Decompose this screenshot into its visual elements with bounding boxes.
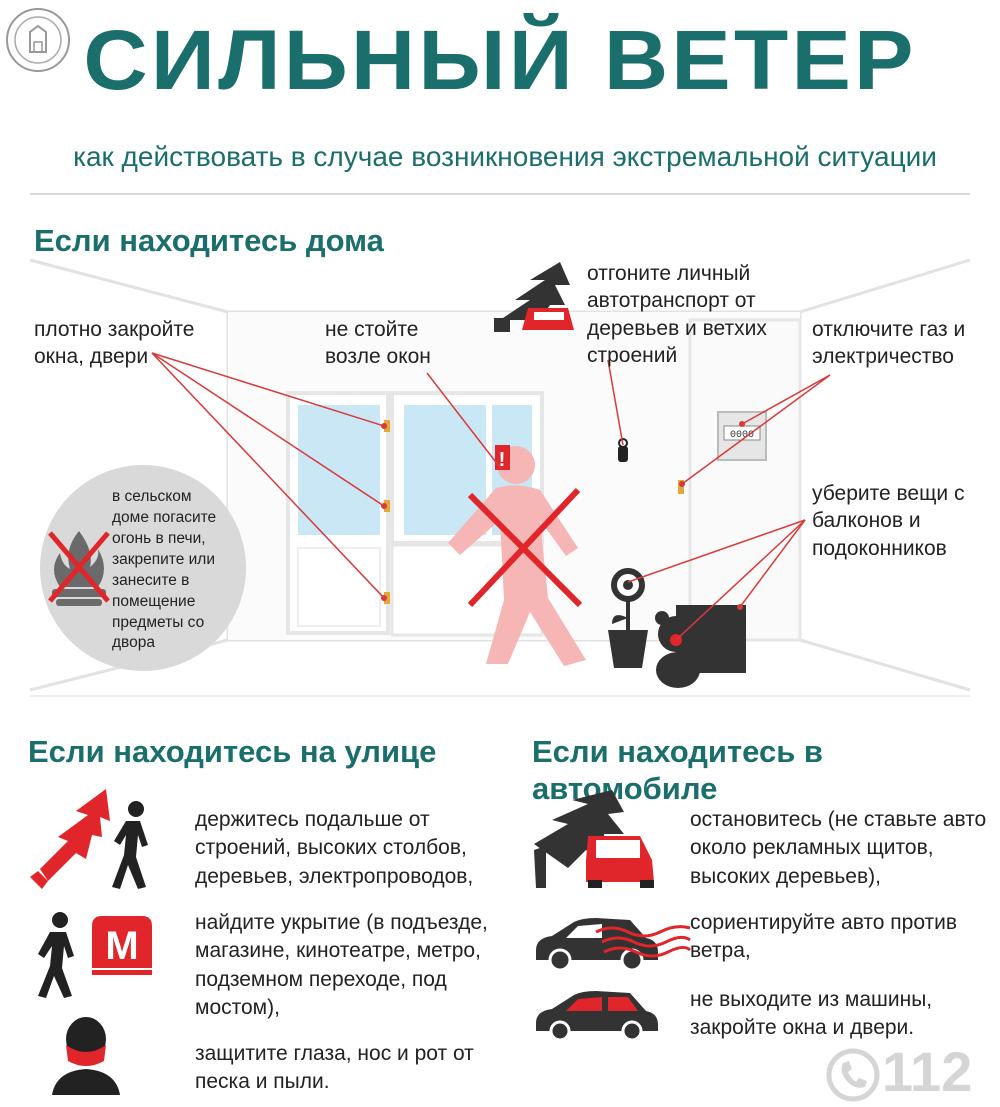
svg-text:М: М — [105, 924, 139, 968]
divider — [30, 193, 970, 195]
gas-label: отключите газ и электричество — [812, 318, 966, 369]
move-car-label: отгоните личный автотранспорт от деревьев и ветхих строений — [587, 262, 767, 367]
svg-text:!: ! — [498, 449, 506, 471]
village-note: в сельском доме погасите огонь в печи, закрепите или занесите в помещение предметы со двора — [40, 465, 246, 671]
car-icon — [586, 836, 654, 888]
fire-icon — [46, 525, 112, 609]
street-item-2: найдите укрытие (в подъезде, магазине, кинотеатре, метро, подземном переходе, под мостом), — [195, 911, 488, 1020]
pedestrian-icon — [38, 912, 74, 998]
no-windows-label: не стойте возле окон — [325, 318, 431, 369]
tree-car-icon — [494, 262, 574, 332]
shelter-icon — [30, 910, 160, 998]
face-mask-icon — [46, 1015, 126, 1095]
floor-line — [30, 695, 970, 697]
home-section-title: Если находитесь дома — [34, 223, 384, 258]
car-section-title: Если находитесь в автомобиле — [532, 734, 823, 807]
close-windows-label: плотно закройте окна, двери — [34, 318, 195, 369]
tree-icon — [30, 789, 110, 889]
car-item-1: остановитесь (не ставьте авто около рекламных щитов, высоких деревьев), — [690, 808, 987, 888]
logo-112: 112 — [826, 1044, 986, 1104]
car-closed-icon — [532, 985, 662, 1041]
pedestrian-icon — [112, 801, 148, 889]
car-item-3: не выходите из машины, закройте окна и двери. — [690, 988, 933, 1040]
street-item-1: держитесь подальше от строений, высоких столбов, деревьев, электропроводов, — [195, 808, 474, 888]
phone-icon — [826, 1048, 880, 1102]
svg-text:0000: 0000 — [729, 430, 755, 441]
tree-pedestrian-icon — [28, 785, 158, 895]
street-section-title: Если находитесь на улице — [28, 734, 437, 769]
metro-icon — [92, 916, 152, 975]
page-subtitle: как действовать в случае возникновения экстремальной ситуации — [73, 141, 937, 172]
page-title: СИЛЬНЫЙ ВЕТЕР — [83, 13, 917, 107]
balcony-label: уберите вещи с балконов и подоконников — [812, 482, 965, 560]
tree-car-icon — [528, 790, 660, 890]
car-wind-icon — [532, 910, 692, 972]
car-item-2: сориентируйте авто против ветра, — [690, 911, 958, 963]
street-item-3: защитите глаза, нос и рот от песка и пыли. — [195, 1042, 474, 1094]
